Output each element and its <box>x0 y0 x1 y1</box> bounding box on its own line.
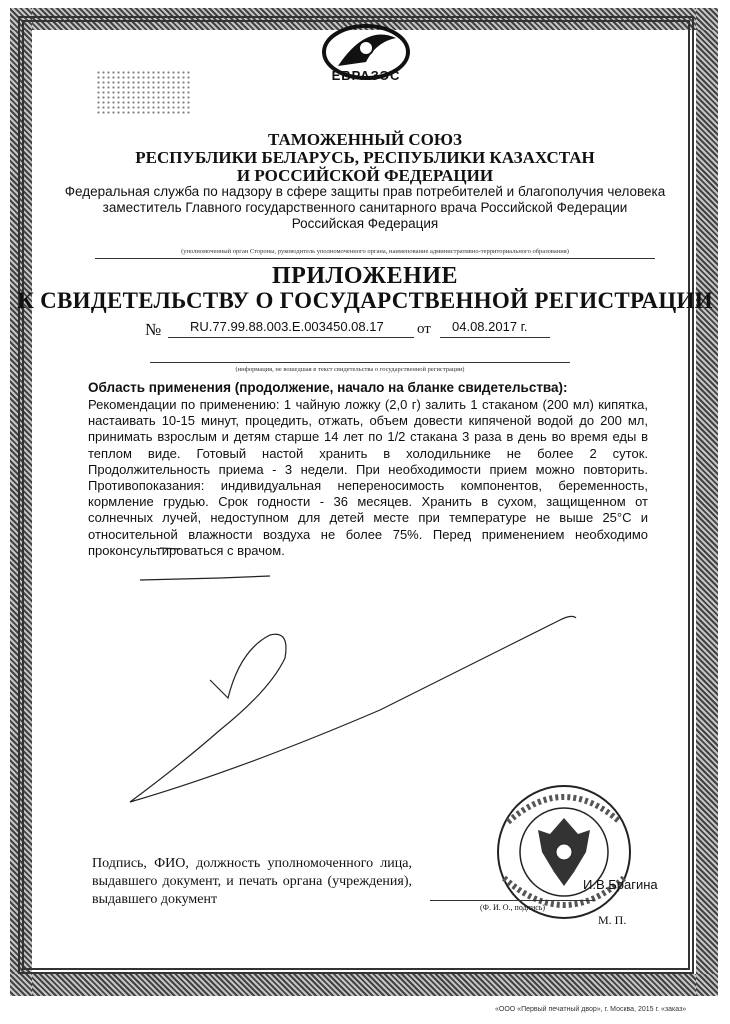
scope-title: Область применения (продолжение, начало на бланке свидетельства): <box>88 380 568 395</box>
security-pattern <box>96 70 192 116</box>
agency-line-3: Российская Федерация <box>291 216 439 231</box>
number-underline <box>168 337 414 338</box>
number-label: № <box>145 320 162 339</box>
scope-text: Рекомендации по применению: 1 чайную ложку (2,0 г) залить 1 стаканом (200 мл) кипятка, настаивать 10-15 минут, процедить, отжать, объем довести кипяченой водой до 200 мл, принимать взрослым и детям старше 14 лет по 1/2 стакана 3 раза в день во время еды в теплом виде. Готовый настой хранить в холодильнике не более 2 суток. Продолжительность приема - 3 недели. При необходимости прием можно повторить. Противопоказания: индивидуальная непереносимость компонентов, беременность, кормление грудью. Срок годности - 36 месяцев. Хранить в сухом, защищенном от солнечных лучей, недоступном для детей месте при температуре не выше 25°C и относительной влажности воздуха не более 75%. Перед применением необходимо проконсультироваться с врачом. <box>88 397 648 558</box>
date-underline <box>440 337 550 338</box>
authority-underline <box>95 258 655 259</box>
agency-line-1: Федеральная служба по надзору в сфере защиты прав потребителей и благополучия человека <box>64 184 666 199</box>
info-caption: (информация, не вошедшая в текст свидетельства о государственной регистрации) <box>235 366 465 373</box>
info-underline <box>150 362 570 363</box>
header-line-2: РЕСПУБЛИКИ БЕЛАРУСЬ, РЕСПУБЛИКИ КАЗАХСТАН <box>135 148 595 167</box>
date-label: от <box>417 321 431 337</box>
title-line-2: К СВИДЕТЕЛЬСТВУ О ГОСУДАРСТВЕННОЙ РЕГИСТРАЦИИ <box>17 288 713 313</box>
seal-place-label: М. П. <box>598 913 627 927</box>
signatory-name: И.В.Брагина <box>583 877 658 892</box>
header-line-1: ТАМОЖЕННЫЙ СОЮЗ <box>268 130 462 149</box>
registration-number: RU.77.99.88.003.E.003450.08.17 <box>190 319 384 334</box>
header-line-3: И РОССИЙСКОЙ ФЕДЕРАЦИИ <box>236 166 494 185</box>
fio-caption: (Ф. И. О., подпись) <box>480 903 546 912</box>
official-seal <box>478 782 650 922</box>
agency-line-2: заместитель Главного государственного санитарного врача Российской Федерации <box>102 200 628 215</box>
title-line-1: ПРИЛОЖЕНИЕ <box>271 263 459 289</box>
signature-caption: Подпись, ФИО, должность уполномоченного лица, выдавшего документ, и печать органа (учреждения), выдавшего документ <box>92 856 412 907</box>
authority-caption: (уполномоченный орган Стороны, руководитель уполномоченного органа, наименование административно-территориального образования) <box>181 248 569 255</box>
logo-text: ЕВРАЗЭС <box>331 68 401 83</box>
printer-footer: «ООО «Первый печатный двор», г. Москва, 2015 г. «заказ» <box>495 1006 687 1013</box>
agency-block <box>0 184 730 232</box>
registration-date: 04.08.2017 г. <box>452 319 528 334</box>
cancel-line-signature <box>120 540 590 810</box>
signature-line <box>430 900 595 901</box>
